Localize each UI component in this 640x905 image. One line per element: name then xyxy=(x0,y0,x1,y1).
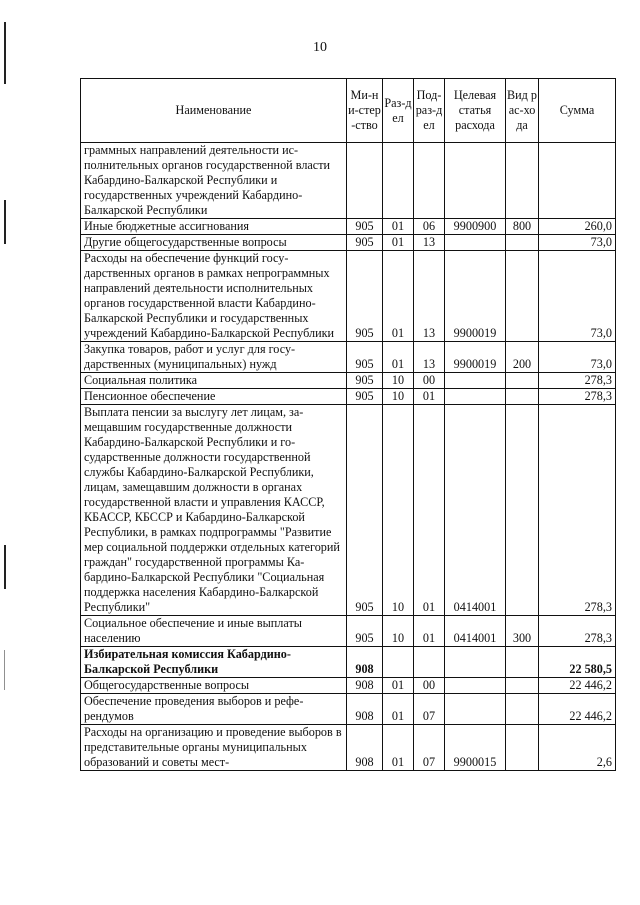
target-article-cell: 0414001 xyxy=(445,616,506,647)
subsection-cell: 13 xyxy=(414,342,445,373)
row-name-cell: Расходы на обеспечение функций государственных органов в рамках непрограммных направлений деятельности исполнительных органов государственной власти Кабардино-Балкарской Республики и государственных учреждений Кабардино-Балкарской Республики xyxy=(81,251,347,342)
target-article-cell: 9900019 xyxy=(445,342,506,373)
amount-cell: 73,0 xyxy=(539,235,616,251)
ministry-cell: 908 xyxy=(347,647,383,678)
expense-type-cell xyxy=(506,235,539,251)
subsection-cell: 07 xyxy=(414,725,445,771)
scan-mark xyxy=(4,650,5,690)
section-cell xyxy=(383,143,414,219)
ministry-cell: 908 xyxy=(347,694,383,725)
amount-cell: 260,0 xyxy=(539,219,616,235)
section-cell: 01 xyxy=(383,342,414,373)
subsection-cell: 00 xyxy=(414,678,445,694)
expense-type-cell xyxy=(506,251,539,342)
ministry-cell: 908 xyxy=(347,725,383,771)
table-row xyxy=(81,342,616,373)
amount-cell: 73,0 xyxy=(539,342,616,373)
amount-cell: 22 446,2 xyxy=(539,678,616,694)
ministry-cell: 905 xyxy=(347,251,383,342)
table-row xyxy=(81,616,616,647)
section-cell: 01 xyxy=(383,694,414,725)
table-row xyxy=(81,143,616,219)
ministry-cell: 905 xyxy=(347,342,383,373)
expense-type-cell xyxy=(506,373,539,389)
header-amount: Сумма xyxy=(539,79,616,143)
row-name-cell: Общегосударственные вопросы xyxy=(81,678,347,694)
table-header-row xyxy=(81,79,616,143)
page-number: 10 xyxy=(313,40,327,55)
expense-type-cell xyxy=(506,647,539,678)
expense-type-cell: 800 xyxy=(506,219,539,235)
section-cell: 01 xyxy=(383,235,414,251)
subsection-cell xyxy=(414,143,445,219)
row-name-cell: граммных направлений деятельности исполнительных органов государственной власти Кабардино-Балкарской Республики и государственных учреждений Кабардино-Балкарской Республики xyxy=(81,143,347,219)
target-article-cell: 9900015 xyxy=(445,725,506,771)
amount-cell: 278,3 xyxy=(539,373,616,389)
section-cell xyxy=(383,647,414,678)
row-name-cell: Выплата пенсии за выслугу лет лицам, замещавшим государственные должности Кабардино-Балкарской Республики и государственные должности государственной службы Кабардино-Балкарской Республики, лицам, замещавшим должности в органах государственной власти и управления КАССР, КБАССР, КБССР и Кабардино-Балкарской Республики, в рамках подпрограммы "Развитие мер социальной поддержки отдельных категорий граждан" государственной программы Кабардино-Балкарской Республики "Социальная поддержка населения Кабардино-Балкарской Республики" xyxy=(81,405,347,616)
section-cell: 01 xyxy=(383,725,414,771)
header-expense-type: Вид рас-хода xyxy=(506,79,539,143)
subsection-cell: 01 xyxy=(414,389,445,405)
amount-cell: 22 446,2 xyxy=(539,694,616,725)
table-row xyxy=(81,389,616,405)
table-row xyxy=(81,647,616,678)
scan-mark xyxy=(4,22,6,84)
expense-type-cell: 200 xyxy=(506,342,539,373)
header-subsection: Под-раз-дел xyxy=(414,79,445,143)
amount-cell: 73,0 xyxy=(539,251,616,342)
target-article-cell: 0414001 xyxy=(445,405,506,616)
expense-type-cell: 300 xyxy=(506,616,539,647)
section-cell: 01 xyxy=(383,678,414,694)
subsection-cell: 07 xyxy=(414,694,445,725)
table-row xyxy=(81,694,616,725)
expense-type-cell xyxy=(506,678,539,694)
target-article-cell xyxy=(445,235,506,251)
table-row xyxy=(81,405,616,616)
subsection-cell xyxy=(414,647,445,678)
row-name-cell: Социальное обеспечение и иные выплаты населению xyxy=(81,616,347,647)
table-row xyxy=(81,725,616,771)
amount-cell: 22 580,5 xyxy=(539,647,616,678)
header-target-article: Целевая статья расхода xyxy=(445,79,506,143)
row-name-cell: Избирательная комиссия Кабардино-Балкарской Республики xyxy=(81,647,347,678)
target-article-cell xyxy=(445,678,506,694)
subsection-cell: 00 xyxy=(414,373,445,389)
row-name-cell: Обеспечение проведения выборов и референдумов xyxy=(81,694,347,725)
scan-mark xyxy=(4,200,6,244)
expense-type-cell xyxy=(506,725,539,771)
section-cell: 10 xyxy=(383,373,414,389)
ministry-cell xyxy=(347,143,383,219)
row-name-cell: Социальная политика xyxy=(81,373,347,389)
ministry-cell: 905 xyxy=(347,389,383,405)
ministry-cell: 908 xyxy=(347,678,383,694)
header-ministry: Ми-ни-стер-ство xyxy=(347,79,383,143)
target-article-cell xyxy=(445,143,506,219)
subsection-cell: 13 xyxy=(414,251,445,342)
amount-cell: 278,3 xyxy=(539,405,616,616)
row-name-cell: Расходы на организацию и проведение выборов в представительные органы муниципальных образований и советы мест- xyxy=(81,725,347,771)
ministry-cell: 905 xyxy=(347,616,383,647)
amount-cell xyxy=(539,143,616,219)
amount-cell: 278,3 xyxy=(539,616,616,647)
row-name-cell: Другие общегосударственные вопросы xyxy=(81,235,347,251)
table-row xyxy=(81,251,616,342)
section-cell: 10 xyxy=(383,616,414,647)
table-row xyxy=(81,235,616,251)
row-name-cell: Закупка товаров, работ и услуг для государственных (муниципальных) нужд xyxy=(81,342,347,373)
header-name: Наименование xyxy=(81,79,347,143)
target-article-cell: 9900900 xyxy=(445,219,506,235)
expense-type-cell xyxy=(506,389,539,405)
target-article-cell xyxy=(445,389,506,405)
table-row xyxy=(81,678,616,694)
subsection-cell: 01 xyxy=(414,405,445,616)
target-article-cell: 9900019 xyxy=(445,251,506,342)
subsection-cell: 13 xyxy=(414,235,445,251)
table-row xyxy=(81,219,616,235)
section-cell: 10 xyxy=(383,405,414,616)
expense-type-cell xyxy=(506,143,539,219)
subsection-cell: 01 xyxy=(414,616,445,647)
scan-mark xyxy=(4,545,6,589)
amount-cell: 278,3 xyxy=(539,389,616,405)
target-article-cell xyxy=(445,373,506,389)
ministry-cell: 905 xyxy=(347,373,383,389)
row-name-cell: Пенсионное обеспечение xyxy=(81,389,347,405)
row-name-cell: Иные бюджетные ассигнования xyxy=(81,219,347,235)
ministry-cell: 905 xyxy=(347,405,383,616)
subsection-cell: 06 xyxy=(414,219,445,235)
budget-table-body xyxy=(81,143,616,771)
target-article-cell xyxy=(445,694,506,725)
ministry-cell: 905 xyxy=(347,219,383,235)
amount-cell: 2,6 xyxy=(539,725,616,771)
target-article-cell xyxy=(445,647,506,678)
section-cell: 10 xyxy=(383,389,414,405)
expense-type-cell xyxy=(506,694,539,725)
budget-table xyxy=(80,78,616,771)
header-section: Раз-дел xyxy=(383,79,414,143)
table-row xyxy=(81,373,616,389)
section-cell: 01 xyxy=(383,219,414,235)
ministry-cell: 905 xyxy=(347,235,383,251)
section-cell: 01 xyxy=(383,251,414,342)
expense-type-cell xyxy=(506,405,539,616)
